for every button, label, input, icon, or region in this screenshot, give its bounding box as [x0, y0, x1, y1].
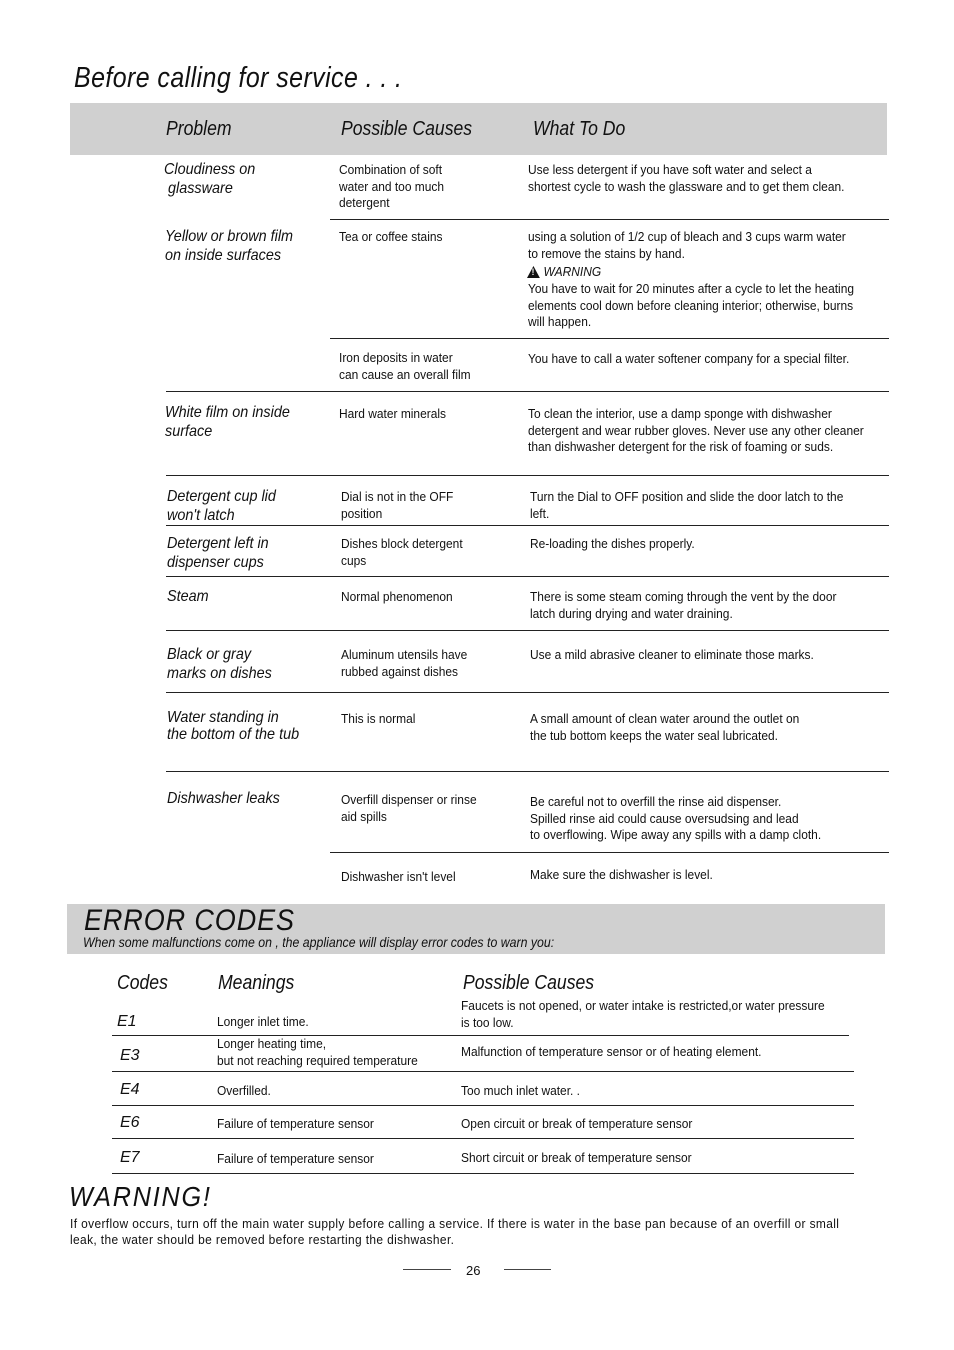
page-number: 26 [466, 1263, 481, 1278]
error-meaning: Longer inlet time. [217, 1014, 309, 1029]
cause-cell: Dishwasher isn't level [341, 869, 456, 884]
header-problem: Problem [166, 118, 232, 140]
todo-cell: To clean the interior, use a damp sponge with dishwasher detergent and wear rubber gloves. Never use any other cleaner than dishwasher detergent for the risk of foaming or suds. [528, 406, 864, 454]
cause-cell: Tea or coffee stains [339, 229, 443, 244]
header-possible-causes-errors: Possible Causes [463, 972, 595, 994]
cause-cell: Dishes block detergent cups [341, 536, 463, 568]
todo-cell: There is some steam coming through the vent by the door latch during drying and water draining. [530, 589, 837, 621]
error-code: E1 [117, 1013, 137, 1030]
error-meaning: Longer heating time, but not reaching required temperature [217, 1036, 418, 1068]
row-divider [330, 219, 889, 220]
row-divider [166, 692, 889, 693]
todo-cell: Turn the Dial to OFF position and slide the door latch to the left. [530, 489, 844, 521]
cause-cell: Overfill dispenser or rinse aid spills [341, 792, 477, 824]
problem-cell: Dishwasher leaks [167, 790, 280, 807]
todo-cell: You have to call a water softener company for a special filter. [528, 351, 850, 366]
error-code: E4 [120, 1081, 140, 1098]
todo-cell: Use less detergent if you have soft water and select a shortest cycle to wash the glassware and to get them clean. [528, 162, 845, 194]
error-cause: Open circuit or break of temperature sensor [461, 1116, 693, 1131]
problem-cell: Yellow or brown film on inside surfaces [165, 228, 294, 264]
warning-paragraph: If overflow occurs, turn off the main water supply before calling a service. If there is water in the base pan because of an overfill or small leak, the water should be removed before restarting the dishwasher. [70, 1216, 840, 1247]
row-divider [166, 630, 889, 631]
page-number-rule-left [403, 1269, 451, 1270]
problem-cell: Water standing in the bottom of the tub [167, 709, 300, 743]
header-codes: Codes [117, 972, 168, 994]
row-divider [112, 1138, 854, 1139]
todo-cell: using a solution of 1/2 cup of bleach and 3 cups warm water to remove the stains by hand. [528, 229, 846, 261]
todo-cell: Make sure the dishwasher is level. [530, 867, 713, 882]
problem-cell: Detergent cup lid won't latch [167, 488, 276, 524]
row-divider [166, 576, 889, 577]
problem-cell: Cloudiness on glassware [164, 161, 256, 197]
todo-cell: Use a mild abrasive cleaner to eliminate those marks. [530, 647, 814, 662]
problem-cell: Steam [167, 588, 209, 605]
row-divider [166, 525, 889, 526]
row-divider [112, 1105, 854, 1106]
problem-cell: Black or gray marks on dishes [167, 646, 272, 682]
cause-cell: Aluminum utensils have rubbed against dishes [341, 647, 468, 679]
header-possible-causes: Possible Causes [341, 118, 473, 140]
inline-warning [527, 264, 601, 279]
row-divider [166, 771, 889, 772]
header-what-to-do: What To Do [533, 118, 626, 140]
header-meanings: Meanings [218, 972, 295, 994]
warning-label: WARNING [543, 264, 602, 279]
row-divider [166, 475, 889, 476]
cause-cell: Normal phenomenon [341, 589, 453, 604]
error-cause: Short circuit or break of temperature sensor [461, 1150, 692, 1165]
error-code: E7 [120, 1149, 140, 1166]
error-cause: Malfunction of temperature sensor or of heating element. [461, 1044, 762, 1059]
error-meaning: Overfilled. [217, 1083, 271, 1098]
warning-text: You have to wait for 20 minutes after a cycle to let the heating elements cool down before cleaning interior; otherwise, burns will happen. [528, 281, 855, 329]
todo-cell: A small amount of clean water around the outlet on the tub bottom keeps the water seal lubricated. [530, 711, 800, 743]
error-code: E3 [120, 1047, 140, 1064]
todo-cell: Re-loading the dishes properly. [530, 536, 695, 551]
row-divider [112, 1071, 854, 1072]
error-cause: Faucets is not opened, or water intake is restricted,or water pressure is too low. [461, 998, 825, 1030]
row-divider [112, 1173, 854, 1174]
problem-cell: Detergent left in dispenser cups [167, 535, 269, 571]
error-meaning: Failure of temperature sensor [217, 1151, 374, 1166]
page-title: Before calling for service . . . [74, 62, 403, 94]
cause-cell: Dial is not in the OFF position [341, 489, 454, 521]
todo-cell: Be careful not to overfill the rinse aid dispenser. Spilled rinse aid could cause oversudsing and lead to overflowing. Wipe away any spills with a damp cloth. [530, 794, 822, 842]
page-number-rule-right [504, 1269, 551, 1270]
row-divider [330, 852, 889, 853]
warning-triangle-icon [527, 266, 540, 278]
error-codes-title: ERROR CODES [84, 904, 295, 937]
warning-title: WARNING! [69, 1181, 212, 1212]
problem-cell: White film on inside surface [165, 404, 290, 440]
cause-cell: Combination of soft water and too much detergent [339, 162, 445, 210]
cause-cell: Hard water minerals [339, 406, 447, 421]
row-divider [166, 391, 889, 392]
cause-cell: Iron deposits in water can cause an overall film [339, 350, 471, 382]
error-cause: Too much inlet water. . [461, 1083, 580, 1098]
error-codes-subtitle: When some malfunctions come on , the appliance will display error codes to warn you: [83, 934, 555, 950]
error-meaning: Failure of temperature sensor [217, 1116, 374, 1131]
row-divider [330, 338, 889, 339]
error-code: E6 [120, 1114, 140, 1131]
cause-cell: This is normal [341, 711, 416, 726]
